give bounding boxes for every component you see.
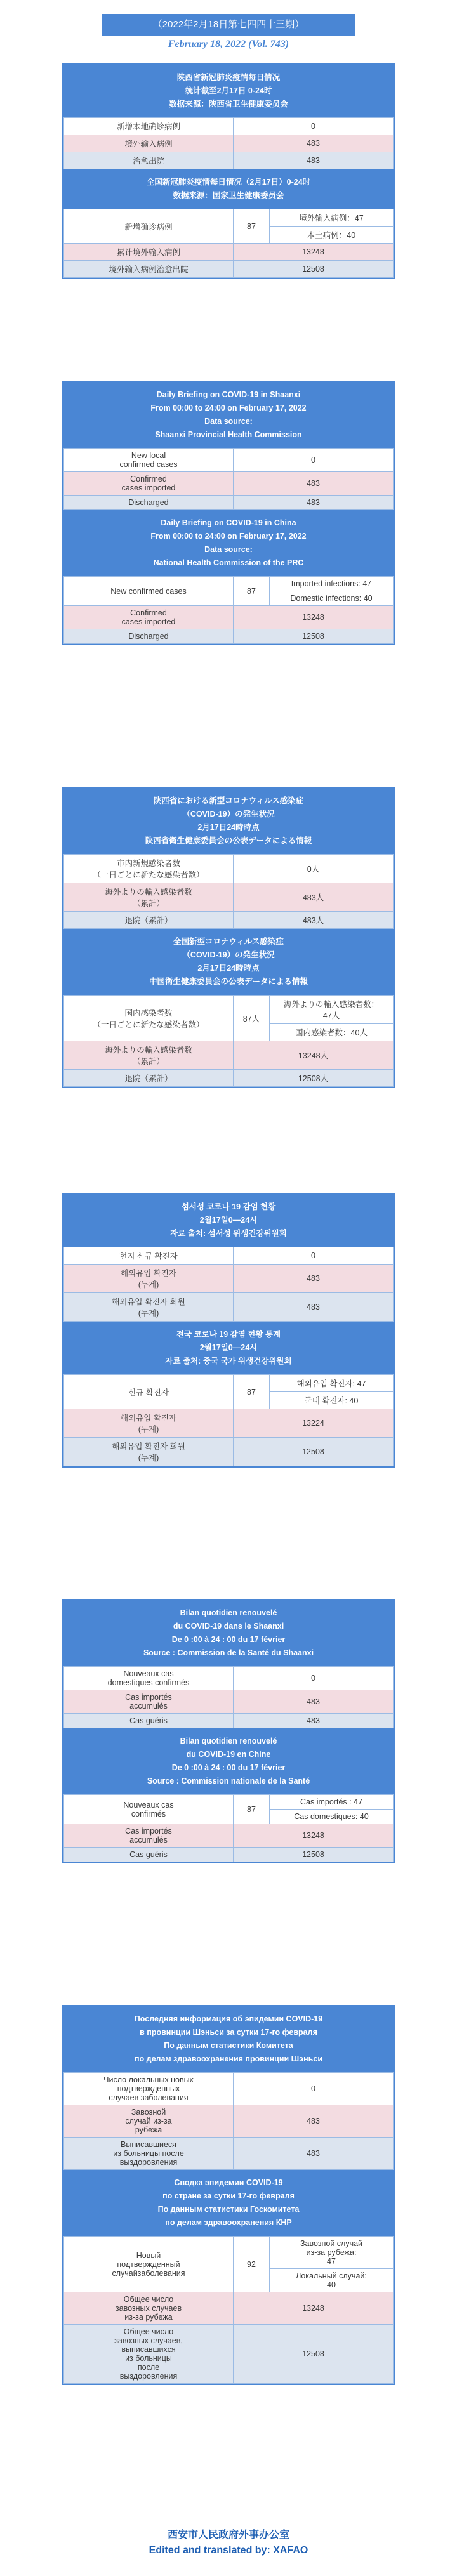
provincial-table — [63, 1247, 394, 1322]
provincial-row — [64, 1690, 394, 1714]
imported-cases: 境外输入病例：47 — [270, 209, 394, 227]
national-title — [63, 510, 394, 576]
provincial-title — [63, 1600, 394, 1666]
national-title-line: 中国衛生健康委員会の公表データによる情報 — [149, 977, 308, 986]
national-title-line: Bilan quotidien renouvelé — [180, 1737, 277, 1745]
imported-cases: 해외유입 확진자: 47 — [270, 1375, 394, 1392]
provincial-title — [63, 788, 394, 854]
row-label: Discharged — [64, 629, 234, 644]
row-label: Discharged — [64, 496, 234, 510]
provincial-title-line: 陕西省における新型コロナウィルス感染症 — [153, 796, 304, 805]
language-section — [62, 1193, 395, 1468]
row-label: 境外输入病例治愈出院 — [64, 261, 234, 278]
row-value: 12508人 — [234, 1070, 394, 1087]
national-title-line: По данным статистики Госкомитета — [157, 2205, 300, 2214]
new-cases-total: 87 — [234, 1795, 270, 1824]
new-cases-label: 国内感染者数 （一日ごとに新たな感染者数） — [64, 996, 234, 1041]
row-value: 0 — [234, 2073, 394, 2105]
provincial-row — [64, 135, 394, 152]
provincial-title-line: Source : Commission de la Santé du Shaanxi — [143, 1648, 314, 1657]
provincial-title-line: По данным статистики Комитета — [164, 2041, 293, 2050]
new-cases-label: 新增确诊病例 — [64, 209, 234, 244]
new-cases-row — [64, 2237, 394, 2269]
national-row — [64, 1824, 394, 1848]
row-value: 483 — [234, 1690, 394, 1714]
national-row — [64, 629, 394, 644]
national-table — [63, 209, 394, 278]
national-title — [63, 929, 394, 995]
row-value: 483 — [234, 472, 394, 496]
national-title-line: 数据来源：国家卫生健康委员会 — [173, 191, 284, 200]
provincial-title-line: 陕西省新冠肺炎疫情每日情况 — [176, 73, 281, 82]
domestic-cases: 国内感染者数：40人 — [270, 1024, 394, 1041]
national-title-line: National Health Commission of the PRC — [153, 558, 304, 567]
provincial-title-line: 统计截至2月17日 0-24时 — [185, 86, 272, 95]
row-label: 累计境外输入病例 — [64, 244, 234, 261]
provincial-row — [64, 883, 394, 912]
national-title-line: 전국 코로나 19 감염 현황 통계 — [176, 1330, 281, 1339]
national-row — [64, 2325, 394, 2384]
national-title-line: Data source: — [204, 545, 253, 554]
provincial-title-line: 섬서성 코로나 19 감염 현황 — [181, 1202, 276, 1211]
new-cases-row — [64, 209, 394, 227]
provincial-row — [64, 2105, 394, 2138]
row-value: 13248人 — [234, 1041, 394, 1070]
issue-date-banner: （2022年2月18日第七四四十三期） — [102, 14, 355, 36]
provincial-row — [64, 1293, 394, 1322]
row-value: 0 — [234, 118, 394, 135]
row-label: 해외유입 확진자 (누계) — [64, 1265, 234, 1293]
national-title-line: Source : Commission nationale de la Santé — [147, 1777, 310, 1785]
row-label: Cas guéris — [64, 1848, 234, 1862]
row-label: Общее число завозных случаев, выписавшихся из больницы после выздоровления — [64, 2325, 234, 2384]
national-row — [64, 261, 394, 278]
row-label: 退院（累計） — [64, 912, 234, 929]
domestic-cases: Локальный случай: 40 — [270, 2269, 394, 2292]
row-label: Общее число завозных случаев из-за рубежа — [64, 2292, 234, 2325]
national-title-line: по делам здравоохранения КНР — [165, 2218, 292, 2227]
national-title — [63, 1322, 394, 1374]
national-title-line: From 00:00 to 24:00 on February 17, 2022 — [150, 532, 307, 541]
row-label: 新增本地确诊病例 — [64, 118, 234, 135]
provincial-row — [64, 855, 394, 883]
row-label: Confirmed cases imported — [64, 472, 234, 496]
row-value: 483 — [234, 135, 394, 152]
national-row — [64, 1409, 394, 1438]
provincial-row — [64, 1714, 394, 1728]
row-label: 해외유입 확진자 (누계) — [64, 1409, 234, 1438]
national-row — [64, 2292, 394, 2325]
provincial-row — [64, 912, 394, 929]
row-label: Cas importés accumulés — [64, 1824, 234, 1848]
row-label: 해외유입 확진자 회원 (누계) — [64, 1438, 234, 1466]
row-value: 12508 — [234, 629, 394, 644]
domestic-cases: Cas domestiques: 40 — [270, 1810, 394, 1824]
provincial-title-line: du COVID-19 dans le Shaanxi — [173, 1622, 284, 1631]
national-title-line: 2월17일0—24시 — [199, 1343, 258, 1352]
provincial-row — [64, 152, 394, 169]
row-label: Nouveaux cas domestiques confirmés — [64, 1667, 234, 1690]
new-cases-total: 87人 — [234, 996, 270, 1041]
row-value: 0人 — [234, 855, 394, 883]
provincial-title-line: 2月17日24時時点 — [197, 823, 260, 832]
national-title — [63, 2170, 394, 2236]
provincial-title-line: From 00:00 to 24:00 on February 17, 2022 — [150, 404, 307, 412]
provincial-row — [64, 1247, 394, 1265]
new-cases-label: Nouveaux cas confirmés — [64, 1795, 234, 1824]
national-table — [63, 1374, 394, 1466]
row-label: New local confirmed cases — [64, 449, 234, 472]
national-title-line: du COVID-19 en Chine — [186, 1750, 271, 1759]
new-cases-row — [64, 1795, 394, 1810]
national-table — [63, 576, 394, 644]
row-value: 483 — [234, 2138, 394, 2170]
provincial-table — [63, 854, 394, 929]
national-table — [63, 1794, 394, 1862]
provincial-title-line: Shaanxi Provincial Health Commission — [155, 430, 302, 439]
row-label: Confirmed cases imported — [64, 606, 234, 629]
language-section — [62, 1599, 395, 1863]
imported-cases: 海外よりの輸入感染者数： 47人 — [270, 996, 394, 1024]
national-title — [63, 169, 394, 209]
provincial-title-line: （COVID-19）の発生状況 — [182, 810, 275, 818]
language-section — [62, 787, 395, 1088]
provincial-row — [64, 472, 394, 496]
row-value: 12508 — [234, 1848, 394, 1862]
footer-credit: Edited and translated by: XAFAO — [149, 2545, 308, 2556]
provincial-table — [63, 448, 394, 510]
provincial-table — [63, 117, 394, 169]
provincial-title — [63, 65, 394, 117]
new-cases-total: 87 — [234, 1375, 270, 1409]
imported-cases: Завозной случай из-за рубежа: 47 — [270, 2237, 394, 2269]
row-label: 海外よりの輸入感染者数 （累計） — [64, 883, 234, 912]
row-value: 13248 — [234, 1824, 394, 1848]
national-row — [64, 606, 394, 629]
provincial-title-line: Последняя информация об эпидемии COVID-19 — [134, 2014, 323, 2023]
provincial-title-line: Daily Briefing on COVID-19 in Shaanxi — [156, 390, 301, 399]
national-title-line: 2月17日24時時点 — [197, 964, 260, 973]
row-value: 13248 — [234, 244, 394, 261]
language-section — [62, 2005, 395, 2385]
row-label: 현지 신규 확진자 — [64, 1247, 234, 1265]
provincial-row — [64, 1265, 394, 1293]
national-table — [63, 995, 394, 1087]
national-title-line: Daily Briefing on COVID-19 in China — [161, 518, 296, 527]
row-value: 483人 — [234, 883, 394, 912]
new-cases-total: 87 — [234, 209, 270, 244]
row-label: Выписавшиеся из больницы после выздоровления — [64, 2138, 234, 2170]
provincial-title — [63, 2006, 394, 2072]
row-value: 12508 — [234, 1438, 394, 1466]
row-value: 483 — [234, 1293, 394, 1322]
row-label: 退院（累計） — [64, 1070, 234, 1087]
national-row — [64, 244, 394, 261]
new-cases-label: Новый подтвержденный случайзаболевания — [64, 2237, 234, 2292]
provincial-title-line: в провинции Шэньси за сутки 17-го февраля — [140, 2028, 317, 2037]
row-label: Cas importés accumulés — [64, 1690, 234, 1714]
row-value: 483人 — [234, 912, 394, 929]
provincial-title-line: по делам здравоохранения провинции Шэньси — [134, 2054, 322, 2063]
row-value: 483 — [234, 1265, 394, 1293]
row-label: 境外输入病例 — [64, 135, 234, 152]
provincial-title-line: 자료 출처: 섬서성 위생건강위원회 — [170, 1229, 287, 1238]
provincial-title-line: Data source: — [204, 417, 253, 426]
row-label: 海外よりの輸入感染者数 （累計） — [64, 1041, 234, 1070]
provincial-row — [64, 2138, 394, 2170]
provincial-title — [63, 1194, 394, 1247]
provincial-title-line: Bilan quotidien renouvelé — [180, 1608, 277, 1617]
national-row — [64, 1438, 394, 1466]
language-section — [62, 63, 395, 279]
domestic-cases: 국내 확진자: 40 — [270, 1392, 394, 1409]
row-value: 0 — [234, 449, 394, 472]
national-title-line: 全国新型コロナウィルス感染症 — [173, 937, 284, 946]
provincial-title-line: 陕西省衛生健康委員会の公表データによる情報 — [145, 836, 312, 845]
domestic-cases: Domestic infections: 40 — [270, 591, 394, 606]
row-value: 13224 — [234, 1409, 394, 1438]
footer-office: 西安市人民政府外事办公室 — [167, 2530, 289, 2540]
provincial-row — [64, 1667, 394, 1690]
national-title-line: Сводка эпидемии COVID-19 — [174, 2178, 283, 2187]
national-row — [64, 1848, 394, 1862]
row-label: 市内新規感染者数 （一日ごとに新たな感染者数） — [64, 855, 234, 883]
provincial-row — [64, 496, 394, 510]
provincial-title-line: 数据来源：陕西省卫生健康委员会 — [169, 100, 288, 108]
provincial-table — [63, 1666, 394, 1728]
provincial-title — [63, 382, 394, 448]
imported-cases: Cas importés : 47 — [270, 1795, 394, 1810]
domestic-cases: 本土病例：40 — [270, 227, 394, 244]
row-value: 0 — [234, 1247, 394, 1265]
provincial-title-line: 2월17일0—24시 — [199, 1216, 258, 1225]
language-section — [62, 381, 395, 645]
row-value: 13248 — [234, 2292, 394, 2325]
row-value: 0 — [234, 1667, 394, 1690]
row-label: Cas guéris — [64, 1714, 234, 1728]
national-title-line: 자료 출처: 중국 국가 위생건강위원회 — [165, 1357, 292, 1365]
row-value: 483 — [234, 2105, 394, 2138]
row-label: Число локальных новых подтвержденных случаев заболевания — [64, 2073, 234, 2105]
row-value: 13248 — [234, 606, 394, 629]
row-value: 483 — [234, 152, 394, 169]
new-cases-row — [64, 1375, 394, 1392]
new-cases-total: 92 — [234, 2237, 270, 2292]
national-title-line: по стране за сутки 17-го февраля — [162, 2192, 295, 2200]
row-label: 治愈出院 — [64, 152, 234, 169]
new-cases-row — [64, 996, 394, 1024]
national-table — [63, 2236, 394, 2384]
row-label: Завозной случай из-за рубежа — [64, 2105, 234, 2138]
provincial-table — [63, 2072, 394, 2170]
new-cases-total: 87 — [234, 577, 270, 606]
new-cases-label: New confirmed cases — [64, 577, 234, 606]
new-cases-row — [64, 577, 394, 591]
national-title — [63, 1728, 394, 1794]
national-row — [64, 1041, 394, 1070]
provincial-row — [64, 118, 394, 135]
row-value: 483 — [234, 496, 394, 510]
row-label: 해외유입 확진자 회원 (누계) — [64, 1293, 234, 1322]
new-cases-label: 신규 확진자 — [64, 1375, 234, 1409]
provincial-row — [64, 449, 394, 472]
national-title-line: （COVID-19）の発生状況 — [182, 950, 275, 959]
row-value: 12508 — [234, 2325, 394, 2384]
national-title-line: 全国新冠肺炎疫情每日情况（2月17日）0-24时 — [146, 178, 311, 187]
row-value: 483 — [234, 1714, 394, 1728]
national-row — [64, 1070, 394, 1087]
national-title-line: De 0 :00 à 24 : 00 du 17 février — [171, 1763, 286, 1772]
imported-cases: Imported infections: 47 — [270, 577, 394, 591]
provincial-title-line: De 0 :00 à 24 : 00 du 17 février — [171, 1635, 286, 1644]
provincial-row — [64, 2073, 394, 2105]
row-value: 12508 — [234, 261, 394, 278]
issue-subtitle: February 18, 2022 (Vol. 743) — [168, 39, 289, 49]
